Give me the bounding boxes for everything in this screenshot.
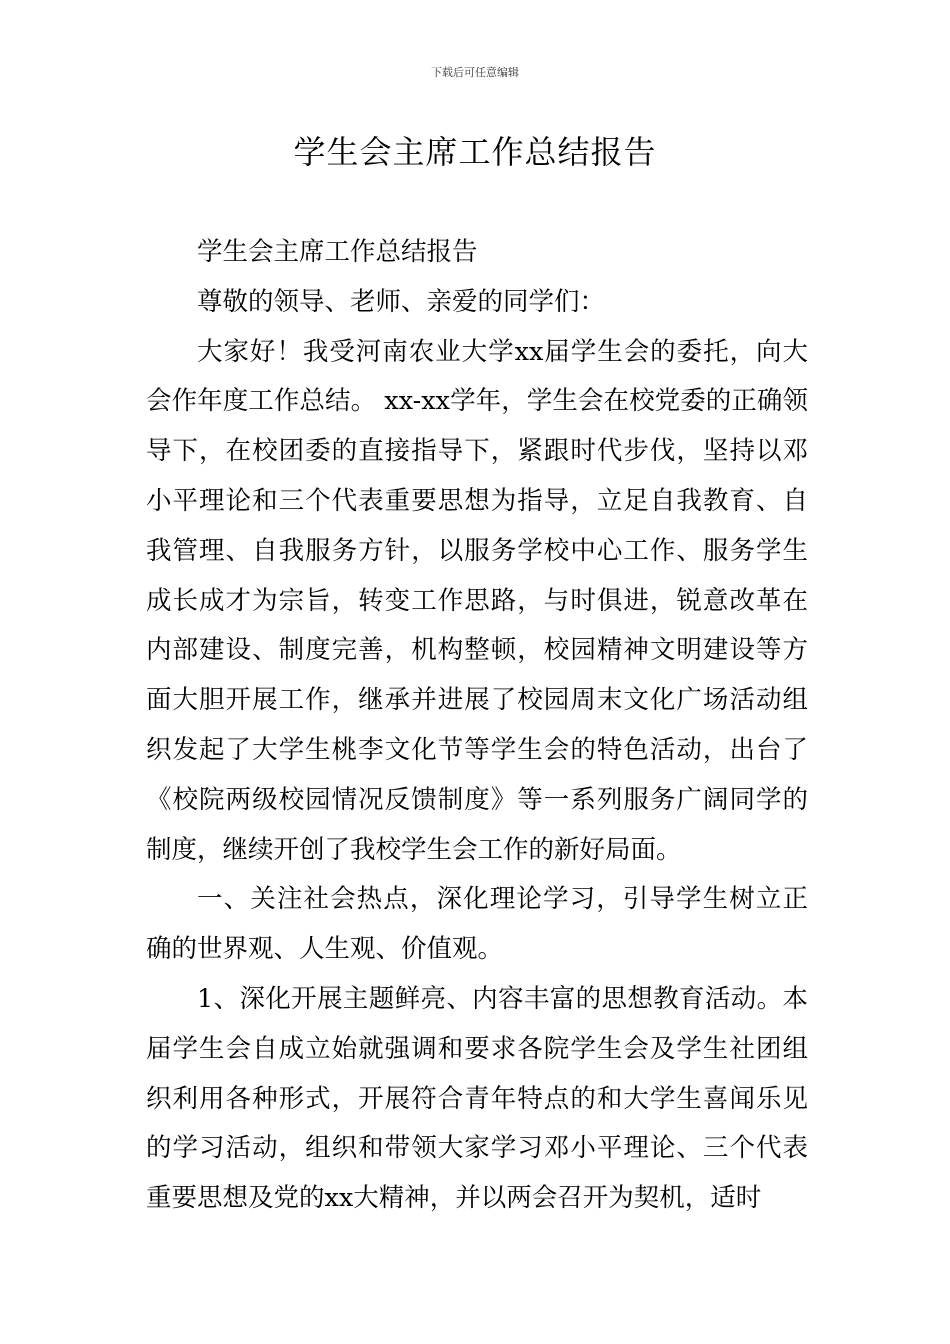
header-note: 下载后可任意编辑 bbox=[431, 66, 519, 79]
paragraph-intro: 大家好！我受河南农业大学xx届学生会的委托，向大会作年度工作总结。 xx-xx学年，学生会在校党委的正确领导下，在校团委的直接指导下，紧跟时代步伐，坚持以邓小平理论和三个代表重要思想为指导，立足自我教育、自我管理、自我服务方针，以服务学校中心工作、服务学生成长成才为宗旨，转变工作思路，与时俱进，锐意改革在内部建设、制度完善，机构整顿，校园精神文明建设等方面大胆开展工作，继承并进展了校园周末文化广场活动组织发起了大学生桃李文化节等学生会的特色活动，出台了《校院两级校园情况反馈制度》等一系列服务广阔同学的制度，继续开创了我校学生会工作的新好局面。 bbox=[146, 336, 808, 865]
paragraph-section-heading: 一、关注社会热点，深化理论学习，引导学生树立正确的世界观、人生观、价值观。 bbox=[146, 884, 808, 965]
paragraph-salutation: 尊敬的领导、老师、亲爱的同学们： bbox=[197, 286, 606, 317]
document-title: 学生会主席工作总结报告 bbox=[293, 133, 657, 171]
paragraph-item-1: 1、深化开展主题鲜亮、内容丰富的思想教育活动。本届学生会自成立始就强调和要求各院学生会及学生社团组织利用各种形式，开展符合青年特点的和大学生喜闻乐见的学习活动，组织和带领大家学习邓小平理论、三个代表重要思想及党的xx大精神，并以两会召开为契机，适时 bbox=[146, 983, 808, 1214]
paragraph-subtitle: 学生会主席工作总结报告 bbox=[197, 237, 478, 267]
document-body bbox=[146, 228, 808, 1224]
